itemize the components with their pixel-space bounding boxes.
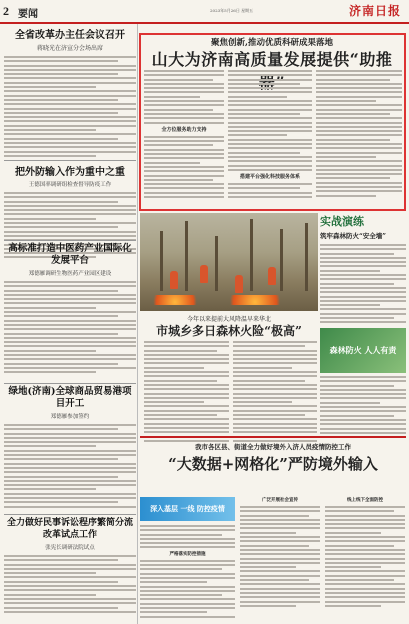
bottom-subhead: 严格落实防控措施	[169, 551, 206, 557]
sidebar-image: 森林防火 人人有责	[320, 328, 406, 373]
bottom-body-col-3	[325, 497, 405, 609]
article-subtitle: 张宪长调研法院试点	[45, 545, 95, 551]
bottom-banner-image: 深入基层 一线 防控疫情	[140, 497, 235, 521]
body-text	[4, 56, 136, 157]
page-header	[0, 0, 409, 24]
lead-body-col-2	[228, 70, 312, 200]
section-name: 要闻	[18, 9, 38, 20]
divider	[4, 514, 136, 515]
article-3	[4, 243, 136, 376]
news-photo	[140, 213, 318, 311]
lead-kicker: 聚焦创新,推动优质科研成果落地	[211, 38, 333, 48]
bottom-subhead: 线上线下全面防控	[347, 498, 383, 503]
bottom-kicker: 我市各区县、街道全力做好境外入济人员疫情防控工作	[195, 443, 351, 451]
article-title: 高标准打造中医药产业国际化发展平台	[8, 243, 132, 266]
newspaper-logo: 济南日报	[348, 4, 401, 18]
photo-story-kicker: 今年以来提前大风降温早来华北	[186, 316, 271, 323]
article-subtitle: 郑德雁参加签约	[50, 414, 90, 420]
section-rule	[140, 436, 406, 438]
article-4	[4, 386, 136, 510]
article-title: 把外防输入作为重中之重	[15, 167, 125, 178]
sidebar-subtitle: 筑牢森林防火“安全墙”	[320, 232, 386, 240]
bottom-body-col-1	[140, 525, 235, 620]
article-subtitle: 郑德雁调研生物医药产业园区建设	[28, 271, 112, 277]
body-text	[4, 281, 136, 373]
sidebar-feature	[320, 213, 406, 373]
article-5	[4, 517, 136, 615]
sidebar-body	[320, 244, 406, 323]
divider	[4, 240, 136, 241]
bottom-headline: “大数据+网格化”严防境外输入	[168, 455, 378, 473]
photo-story-col-1	[144, 341, 229, 444]
lead-body-col-3	[316, 70, 402, 199]
photo-story-col-2	[233, 341, 317, 444]
body-text	[4, 424, 136, 508]
lead-body-col-1	[144, 70, 224, 200]
bottom-subhead: 广泛开展社会宣传	[262, 498, 298, 503]
photo-story-headline: 市城乡多日森林火险“极高”	[156, 324, 302, 338]
bottom-body-col-2	[240, 497, 320, 609]
sidebar-title: 实战演练	[320, 215, 364, 228]
article-subtitle: 王德国率调研组检查督导防疫工作	[28, 182, 112, 188]
article-title: 全力做好民事诉讼程序繁简分流改革试点工作	[6, 518, 133, 540]
divider	[4, 160, 136, 161]
body-text	[4, 555, 136, 613]
lead-headline: 山大为济南高质量发展提供“助推	[151, 50, 393, 69]
divider	[4, 383, 136, 384]
column-divider	[137, 24, 138, 624]
lead-subhead: 全方位服务助力支持	[161, 126, 207, 133]
lead-subhead: 搭建平台强化科技服务体系	[239, 174, 300, 181]
article-title: 绿地(济南)全球商品贸易港项目开工	[8, 386, 132, 409]
header-meta: 2023年5月26日 星期五	[210, 8, 254, 13]
article-1	[4, 26, 136, 159]
article-title: 全省改革办主任会议召开	[15, 30, 125, 41]
page-number: 2	[3, 4, 9, 18]
sidebar-body-cont	[320, 376, 406, 440]
article-subtitle: 蒋晓光在济宣分会场出席	[36, 45, 103, 52]
